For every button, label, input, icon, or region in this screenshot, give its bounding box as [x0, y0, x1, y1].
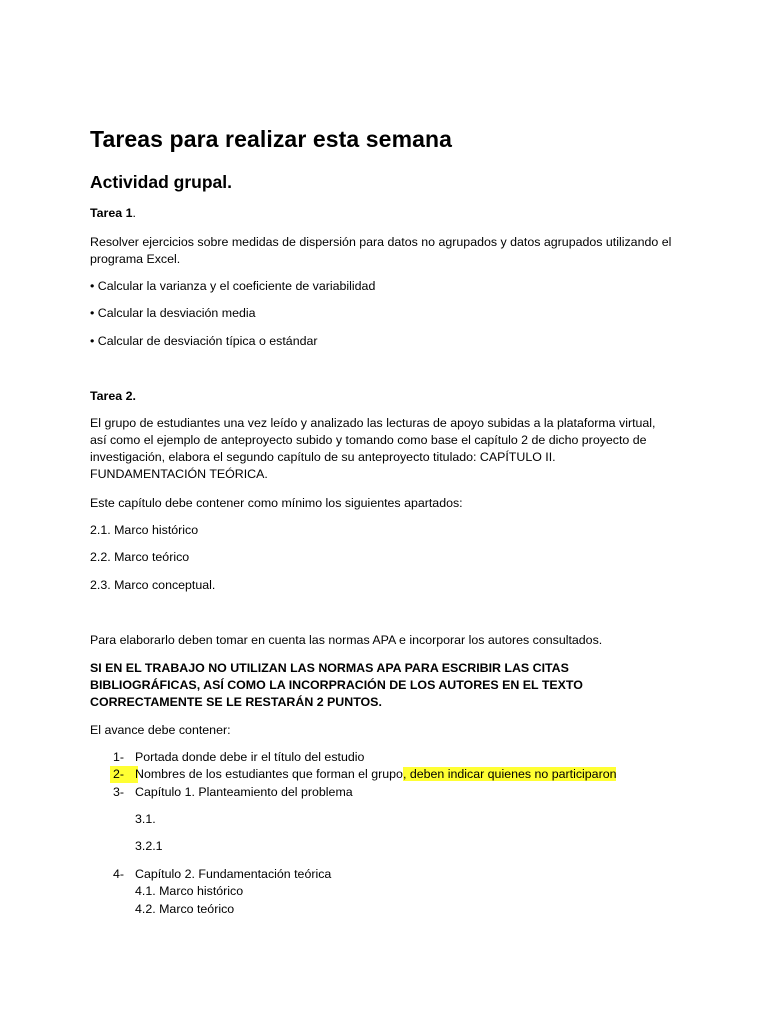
apa-note: Para elaborarlo deben tomar en cuenta las normas APA e incorporar los autores consultados.: [90, 633, 603, 647]
section-item: 2.3. Marco conceptual.: [90, 578, 216, 592]
tarea2-intro-line: investigación, elabora el segundo capítulo de su anteproyecto titulado: CAPÍTULO II.: [90, 450, 556, 464]
avance-intro: El avance debe contener:: [90, 723, 231, 737]
sub-item: 3.1.: [135, 812, 156, 826]
highlighted-text: , deben indicar quienes no participaron: [402, 767, 617, 781]
list-number-highlighted: 2-: [110, 766, 138, 783]
tarea2-intro-line: así como el ejemplo de anteproyecto subido y tomando como base el capítulo 2 de dicho proyecto de: [90, 433, 647, 447]
list-item-text: Portada donde debe ir el título del estudio: [135, 750, 365, 764]
warning-line: CORRECTAMENTE SE LE RESTARÁN 2 PUNTOS.: [90, 695, 382, 709]
sub-item: 3.2.1: [135, 839, 163, 853]
subtitle-text: Actividad grupal: [90, 172, 228, 192]
tarea2-intro-line: FUNDAMENTACIÓN TEÓRICA.: [90, 467, 268, 481]
tarea2-label: Tarea 2.: [90, 389, 136, 403]
tarea1-label-text: Tarea 1: [90, 206, 133, 220]
tarea2-intro-line: El grupo de estudiantes una vez leído y analizado las lecturas de apoyo subidas a la plataforma virtual,: [90, 416, 656, 430]
section-item: 2.1. Marco histórico: [90, 523, 199, 537]
section-item: 2.2. Marco teórico: [90, 550, 190, 564]
section-heading-actividad: [90, 172, 232, 193]
tarea1-label-dot: .: [132, 206, 136, 220]
bullet-item: • Calcular la varianza y el coeficiente de variabilidad: [90, 279, 376, 293]
bullet-item: • Calcular la desviación media: [90, 306, 256, 320]
warning-line: SI EN EL TRABAJO NO UTILIZAN LAS NORMAS APA PARA ESCRIBIR LAS CITAS: [90, 661, 569, 675]
list-item-main: Nombres de los estudiantes que forman el grupo: [135, 767, 403, 781]
list-number: 3-: [113, 785, 125, 799]
sub-item: 4.1. Marco histórico: [135, 884, 244, 898]
list-item-text: Capítulo 2. Fundamentación teórica: [135, 867, 332, 881]
subtitle-dot: .: [227, 172, 232, 192]
bullet-item: • Calcular de desviación típica o estándar: [90, 334, 318, 348]
tarea1-label: [90, 205, 136, 222]
list-item-text: Capítulo 1. Planteamiento del problema: [135, 785, 353, 799]
list-number: 1-: [113, 750, 125, 764]
tarea1-intro: Resolver ejercicios sobre medidas de dispersión para datos no agrupados y datos agrupados utilizando el programa Excel.: [90, 235, 672, 266]
list-item-text: [135, 766, 616, 783]
list-number: 4-: [113, 867, 125, 881]
minimum-text: Este capítulo debe contener como mínimo los siguientes apartados:: [90, 496, 463, 510]
page-title: Tareas para realizar esta semana: [90, 126, 453, 152]
warning-line: BIBLIOGRÁFICAS, ASÍ COMO LA INCORPRACIÓN DE LOS AUTORES EN EL TEXTO: [90, 678, 583, 692]
sub-item: 4.2. Marco teórico: [135, 902, 235, 916]
